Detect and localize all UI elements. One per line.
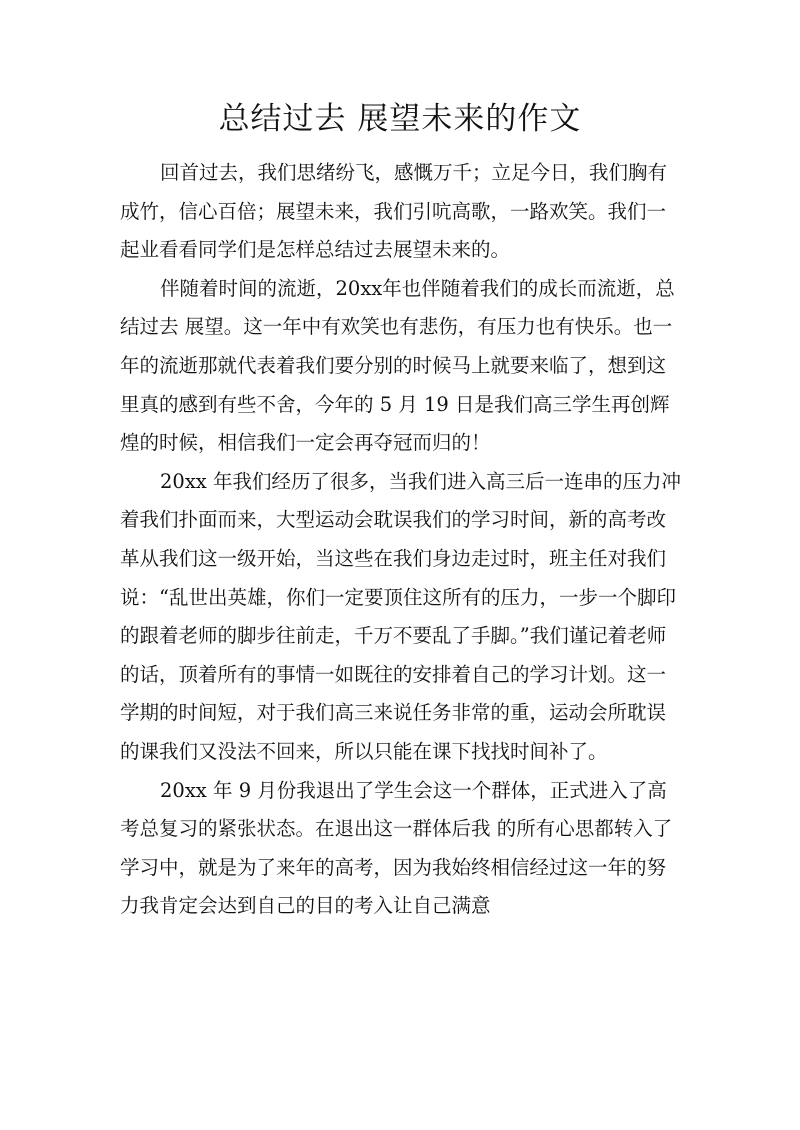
paragraph-1: 回首过去，我们思绪纷飞，感慨万千；立足今日，我们胸有成竹，信心百倍；展望未来，我们引吭高歌，一路欢笑。我们一起业看看同学们是怎样总结过去展望未来的。	[120, 161, 668, 262]
document-title: 总结过去 展望未来的作文	[218, 101, 582, 137]
document-body	[120, 154, 685, 926]
paragraph-3: 20xx 年我们经历了很多，当我们进入高三后一连串的压力冲着我们扑面而来，大型运动会耽误我们的学习时间，新的高考改革从我们这一级开始，当这些在我们身边走过时，班主任对我们说：“乱世出英雄，你们一定要顶住这所有的压力，一步一个脚印的跟着老师的脚步往前走，千万不要乱了手脚。”我们谨记着老师的话，顶着所有的事情一如既往的安排着自己的学习计划。这一学期的时间短，对于我们高三来说任务非常的重，运动会所耽误的课我们又没法不回来，所以只能在课下找找时间补了。	[120, 469, 682, 763]
paragraph-4: 20xx 年 9 月份我退出了学生会这一个群体，正式进入了高考总复习的紧张状态。在退出这一群体后我 的所有心思都转入了学习中，就是为了来年的高考，因为我始终相信经过这一年的努力我肯定会达到自己的目的考入让自己满意	[120, 778, 673, 918]
paragraph-2: 伴随着时间的流逝，20xx年也伴随着我们的成长而流逝，总结过去 展望。这一年中有欢笑也有悲伤，有压力也有快乐。也一年的流逝那就代表着我们要分别的时候马上就要来临了，想到这里真的感到有些不舍，今年的 5 月 19 日是我们高三学生再创辉煌的时候，相信我们一定会再夺冠而归的！	[120, 276, 675, 455]
